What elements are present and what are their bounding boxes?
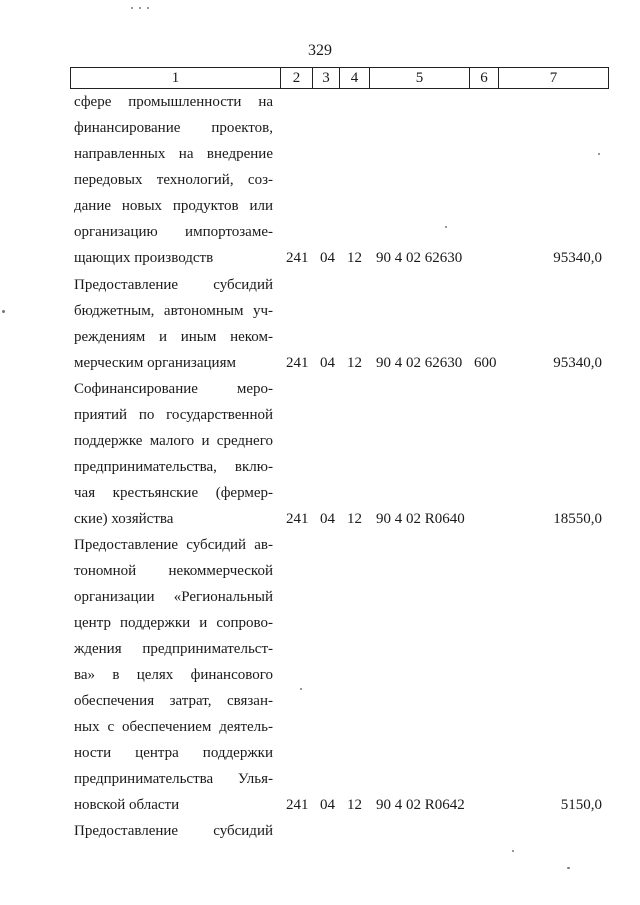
scan-speck <box>567 867 570 869</box>
entry-description-line: чая крестьянские (фермер- <box>74 485 273 501</box>
entry-ved-code: 241 <box>286 250 309 266</box>
column-header-5: 5 <box>370 68 470 89</box>
entry-description-line: новской области <box>74 797 180 813</box>
column-header-1: 1 <box>71 68 281 89</box>
entry-amount: 18550,0 <box>553 511 602 527</box>
entry-subsection-code: 12 <box>347 797 362 813</box>
entry-description-line: предпринимательства Улья- <box>74 771 273 787</box>
entry-description-line: ва» в целях финансового <box>74 667 273 683</box>
entry-amount: 5150,0 <box>560 797 602 813</box>
entry-target-article-code: 90 4 02 R0642 <box>376 797 465 813</box>
entry-expense-type-code: 600 <box>474 355 497 371</box>
entry-description-line: мерческим организациям <box>74 355 236 371</box>
entry-amount: 95340,0 <box>553 355 602 371</box>
entry-ved-code: 241 <box>286 355 309 371</box>
scan-speck <box>131 7 133 9</box>
scan-speck <box>139 7 141 9</box>
entry-description-line: передовых технологий, соз- <box>74 172 273 188</box>
column-header-4: 4 <box>340 68 370 89</box>
entry-description-line: направленных на внедрение <box>74 146 273 162</box>
scan-speck <box>445 226 447 228</box>
entry-description-line: финансирование проектов, <box>74 120 273 136</box>
entry-subsection-code: 12 <box>347 355 362 371</box>
column-header-7: 7 <box>499 68 609 89</box>
entry-description-line: реждениям и иным неком- <box>74 329 273 345</box>
entry-description-line: Предоставление субсидий <box>74 277 273 293</box>
entry-section-code: 04 <box>320 797 335 813</box>
scan-speck <box>512 850 514 852</box>
column-header-row <box>70 67 609 89</box>
entry-target-article-code: 90 4 02 62630 <box>376 250 463 266</box>
entry-description-line: Предоставление субсидий <box>74 823 273 839</box>
entry-description-line: обеспечения затрат, связан- <box>74 693 273 709</box>
entry-amount: 95340,0 <box>553 250 602 266</box>
entry-ved-code: 241 <box>286 511 309 527</box>
column-header-6: 6 <box>470 68 499 89</box>
scan-speck <box>300 688 302 690</box>
entry-description-line: организацию импортозаме- <box>74 224 273 240</box>
entry-subsection-code: 12 <box>347 511 362 527</box>
entry-description-line: сфере промышленности на <box>74 94 273 110</box>
page-number: 329 <box>308 42 332 59</box>
entry-ved-code: 241 <box>286 797 309 813</box>
entry-description-line: щающих производств <box>74 250 214 266</box>
scan-speck <box>147 7 149 9</box>
entry-description-line: дание новых продуктов или <box>74 198 273 214</box>
scan-speck <box>598 153 600 155</box>
entry-description-line: ности центра поддержки <box>74 745 273 761</box>
entry-description-line: предпринимательства, вклю- <box>74 459 273 475</box>
entry-section-code: 04 <box>320 355 335 371</box>
entry-subsection-code: 12 <box>347 250 362 266</box>
entry-description-line: организации «Региональный <box>74 589 273 605</box>
entry-description-line: ские) хозяйства <box>74 511 174 527</box>
entry-section-code: 04 <box>320 511 335 527</box>
entry-section-code: 04 <box>320 250 335 266</box>
entry-target-article-code: 90 4 02 R0640 <box>376 511 465 527</box>
scan-speck <box>2 310 5 313</box>
entry-description-line: Софинансирование меро- <box>74 381 273 397</box>
entry-description-line: Предоставление субсидий ав- <box>74 537 273 553</box>
entry-description-line: центр поддержки и сопрово- <box>74 615 273 631</box>
entry-description-line: ждения предпринимательст- <box>74 641 273 657</box>
entry-description-line: поддержке малого и среднего <box>74 433 273 449</box>
column-header-2: 2 <box>281 68 313 89</box>
column-header-3: 3 <box>313 68 340 89</box>
entry-target-article-code: 90 4 02 62630 <box>376 355 463 371</box>
entry-description-line: приятий по государственной <box>74 407 273 423</box>
entry-description-line: тономной некоммерческой <box>74 563 273 579</box>
entry-description-line: бюджетным, автономным уч- <box>74 303 273 319</box>
entry-description-line: ных с обеспечением деятель- <box>74 719 273 735</box>
